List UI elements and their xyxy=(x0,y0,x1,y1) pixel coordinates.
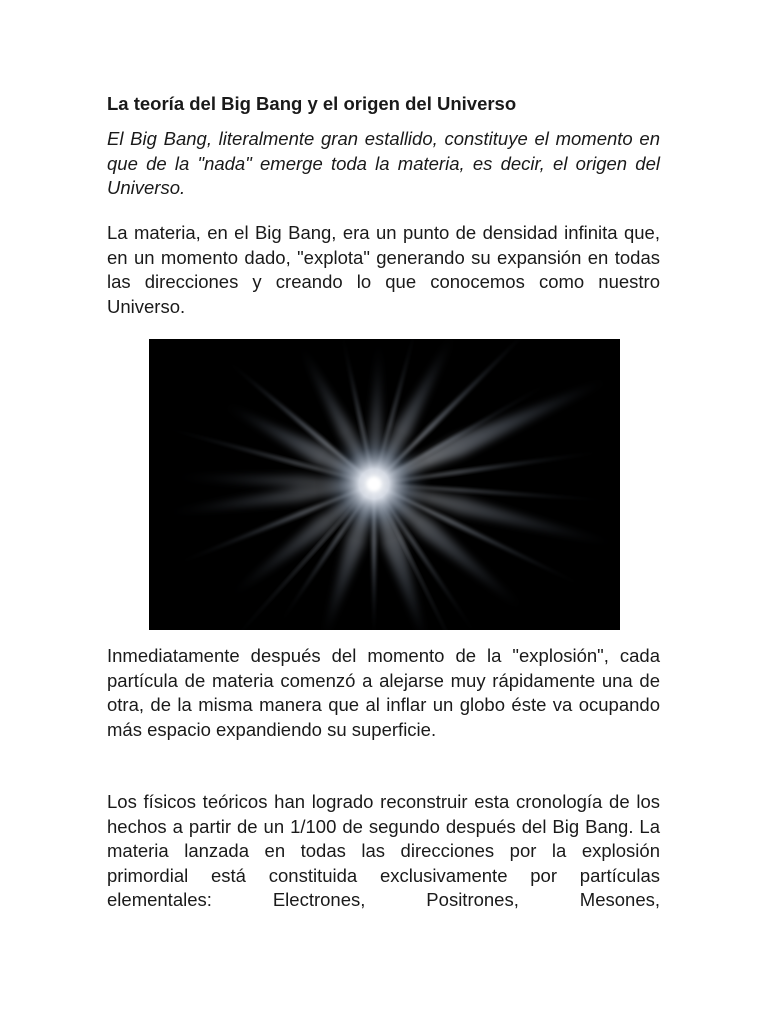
paragraph-4: Los físicos teóricos han logrado reconstruir esta cronología de los hechos a partir de un 1/100 de segundo después del Big Bang. La materia lanzada en todas las direcciones por la explosión primordial está constituida exclusivamente por partículas elementales: Electrones, Positrones, Mesones, xyxy=(107,791,660,910)
starburst-core xyxy=(367,477,381,491)
starburst-graphic xyxy=(149,339,620,630)
paragraph-3: Inmediatamente después del momento de la "explosión", cada partícula de materia comenzó a alejarse muy rápidamente una de otra, de la misma manera que al inflar un globo éste va ocupando más espacio expandiendo su superficie. xyxy=(107,645,660,740)
paragraph-2: La materia, en el Big Bang, era un punto de densidad infinita que, en un momento dado, "explota" generando su expansión en todas las direcciones y creando lo que conocemos como nuestro Universo. xyxy=(107,222,660,317)
intro-paragraph: El Big Bang, literalmente gran estallido, constituye el momento en que de la "nada" emerge toda la materia, es decir, el origen del Universo. xyxy=(107,128,660,198)
big-bang-image xyxy=(149,339,620,630)
document-title: La teoría del Big Bang y el origen del Universo xyxy=(107,93,517,114)
